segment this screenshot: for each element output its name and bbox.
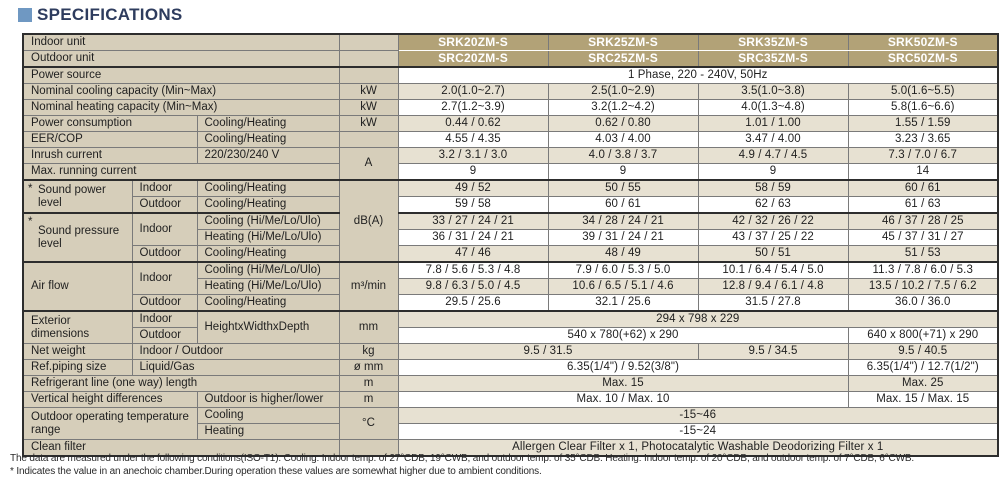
value-sound-power-indoor-c2: 50 / 55 — [548, 180, 698, 197]
mode-air-flow-outdoor: Cooling/Heating — [197, 295, 339, 312]
label-power-consumption: Power consumption — [23, 116, 197, 132]
value-inrush-current-c3: 4.9 / 4.7 / 4.5 — [698, 148, 848, 164]
footnote-conditions: The data are measured under the following conditions(ISO-T1). Cooling: Indoor temp. of 27°CDB, 19°CWB, and outdoor temp. of 35°CDB. Heating: Indoor temp. of 20°CDB, and outdoor temp. of 7°CDB, 6°CWB. — [10, 453, 915, 464]
row-sound-power-outdoor — [23, 197, 998, 214]
value-sound-pressure-cooling-c1: 33 / 27 / 24 / 21 — [398, 213, 548, 230]
unit-spacer-indoor-unit — [339, 34, 398, 51]
value-nominal-heating-c4: 5.8(1.6~6.6) — [848, 100, 998, 116]
value-air-flow-heating-c4: 13.5 / 10.2 / 7.5 / 6.2 — [848, 279, 998, 295]
row-eer-cop — [23, 132, 998, 148]
label-sound-power-level — [23, 180, 132, 213]
row-nominal-cooling — [23, 84, 998, 100]
label-air-flow: Air flow — [23, 262, 132, 311]
sub-sound-power-indoor: Indoor — [132, 180, 197, 197]
value-refrigerant-line-srk50: Max. 25 — [848, 376, 998, 392]
sub-power-consumption: Cooling/Heating — [197, 116, 339, 132]
sub-net-weight: Indoor / Outdoor — [132, 344, 339, 360]
label-eer-cop: EER/COP — [23, 132, 197, 148]
label-nominal-cooling: Nominal cooling capacity (Min~Max) — [23, 84, 339, 100]
row-outdoor-temp-cooling — [23, 408, 998, 424]
row-exterior-outdoor — [23, 328, 998, 344]
value-sound-pressure-heating-c4: 45 / 37 / 31 / 27 — [848, 230, 998, 246]
value-power-consumption-c4: 1.55 / 1.59 — [848, 116, 998, 132]
sub-sound-pressure-indoor: Indoor — [132, 213, 197, 246]
label-vertical-height: Vertical height differences — [23, 392, 197, 408]
value-air-flow-cooling-c3: 10.1 / 6.4 / 5.4 / 5.0 — [698, 262, 848, 279]
sub-sound-power-outdoor: Outdoor — [132, 197, 197, 214]
value-nominal-cooling-c2: 2.5(1.0~2.9) — [548, 84, 698, 100]
label-sound-pressure-level — [23, 213, 132, 262]
value-sound-pressure-outdoor-c2: 48 / 49 — [548, 246, 698, 263]
label-max-running-current: Max. running current — [23, 164, 339, 181]
value-sound-pressure-outdoor-c4: 51 / 53 — [848, 246, 998, 263]
value-eer-cop-c2: 4.03 / 4.00 — [548, 132, 698, 148]
value-outdoor-temp-cooling: -15~46 — [398, 408, 998, 424]
unit-eer-cop — [339, 132, 398, 148]
value-max-running-current-c4: 14 — [848, 164, 998, 181]
label-clean-filter: Clean filter — [23, 440, 339, 457]
model-outdoor-src50: SRC50ZM-S — [848, 51, 998, 68]
row-power-source — [23, 67, 998, 84]
row-inrush-current — [23, 148, 998, 164]
value-nominal-cooling-c3: 3.5(1.0~3.8) — [698, 84, 848, 100]
sub-sound-pressure-outdoor: Outdoor — [132, 246, 197, 263]
label-net-weight: Net weight — [23, 344, 132, 360]
value-sound-power-indoor-c1: 49 / 52 — [398, 180, 548, 197]
row-vertical-height-differences — [23, 392, 998, 408]
model-outdoor-src35: SRC35ZM-S — [698, 51, 848, 68]
mode-air-flow-cooling: Cooling (Hi/Me/Lo/Ulo) — [197, 262, 339, 279]
value-sound-pressure-heating-c1: 36 / 31 / 24 / 21 — [398, 230, 548, 246]
sub-outdoor-temp-heating: Heating — [197, 424, 339, 440]
label-exterior-dimensions: Exterior dimensions — [23, 311, 132, 344]
sub-outdoor-temp-cooling: Cooling — [197, 408, 339, 424]
value-power-source: 1 Phase, 220 - 240V, 50Hz — [398, 67, 998, 84]
row-ref-piping-size — [23, 360, 998, 376]
row-power-consumption — [23, 116, 998, 132]
value-sound-power-outdoor-c2: 60 / 61 — [548, 197, 698, 214]
mode-sound-power-outdoor: Cooling/Heating — [197, 197, 339, 214]
unit-net-weight: kg — [339, 344, 398, 360]
value-exterior-indoor: 294 x 798 x 229 — [398, 311, 998, 328]
value-sound-power-outdoor-c1: 59 / 58 — [398, 197, 548, 214]
unit-sound-dba: dB(A) — [339, 180, 398, 262]
row-exterior-indoor — [23, 311, 998, 328]
value-air-flow-heating-c1: 9.8 / 6.3 / 5.0 / 4.5 — [398, 279, 548, 295]
value-sound-pressure-cooling-c4: 46 / 37 / 28 / 25 — [848, 213, 998, 230]
row-net-weight — [23, 344, 998, 360]
value-max-running-current-c3: 9 — [698, 164, 848, 181]
value-sound-power-indoor-c4: 60 / 61 — [848, 180, 998, 197]
value-air-flow-outdoor-c1: 29.5 / 25.6 — [398, 295, 548, 312]
row-indoor-unit — [23, 34, 998, 51]
sub-exterior-outdoor: Outdoor — [132, 328, 197, 344]
mode-sound-pressure-cooling: Cooling (Hi/Me/Lo/Ulo) — [197, 213, 339, 230]
row-max-running-current — [23, 164, 998, 181]
value-vertical-height-srk50: Max. 15 / Max. 15 — [848, 392, 998, 408]
model-indoor-srk50: SRK50ZM-S — [848, 34, 998, 51]
sub-vertical-height: Outdoor is higher/lower — [197, 392, 339, 408]
value-air-flow-outdoor-c4: 36.0 / 36.0 — [848, 295, 998, 312]
mode-sound-power-indoor: Cooling/Heating — [197, 180, 339, 197]
unit-outdoor-temp: °C — [339, 408, 398, 440]
footnotes — [10, 453, 996, 479]
sub-exterior-indoor: Indoor — [132, 311, 197, 328]
value-nominal-cooling-c4: 5.0(1.6~5.5) — [848, 84, 998, 100]
row-nominal-heating — [23, 100, 998, 116]
value-sound-pressure-cooling-c2: 34 / 28 / 24 / 21 — [548, 213, 698, 230]
value-sound-power-outdoor-c4: 61 / 63 — [848, 197, 998, 214]
sub-inrush-current: 220/230/240 V — [197, 148, 339, 164]
value-outdoor-temp-heating: -15~24 — [398, 424, 998, 440]
value-air-flow-heating-c3: 12.8 / 9.4 / 6.1 / 4.8 — [698, 279, 848, 295]
model-indoor-srk25: SRK25ZM-S — [548, 34, 698, 51]
label-power-source: Power source — [23, 67, 339, 84]
value-eer-cop-c1: 4.55 / 4.35 — [398, 132, 548, 148]
label-outdoor-unit: Outdoor unit — [23, 51, 339, 68]
value-refrigerant-line-srk20-35: Max. 15 — [398, 376, 848, 392]
value-net-weight-srk20-25: 9.5 / 31.5 — [398, 344, 698, 360]
specifications-table — [22, 33, 999, 457]
unit-vertical-height: m — [339, 392, 398, 408]
value-clean-filter: Allergen Clear Filter x 1, Photocatalytic Washable Deodorizing Filter x 1 — [398, 440, 998, 457]
row-sound-power-indoor — [23, 180, 998, 197]
value-power-consumption-c3: 1.01 / 1.00 — [698, 116, 848, 132]
mode-sound-pressure-outdoor: Cooling/Heating — [197, 246, 339, 263]
value-nominal-heating-c1: 2.7(1.2~3.9) — [398, 100, 548, 116]
label-refrigerant-line-length: Refrigerant line (one way) length — [23, 376, 339, 392]
anechoic-asterisk: * — [28, 216, 33, 228]
sub-eer-cop: Cooling/Heating — [197, 132, 339, 148]
value-air-flow-heating-c2: 10.6 / 6.5 / 5.1 / 4.6 — [548, 279, 698, 295]
unit-exterior-mm: mm — [339, 311, 398, 344]
value-exterior-outdoor-srk50: 640 x 800(+71) x 290 — [848, 328, 998, 344]
value-air-flow-cooling-c2: 7.9 / 6.0 / 5.3 / 5.0 — [548, 262, 698, 279]
value-air-flow-outdoor-c3: 31.5 / 27.8 — [698, 295, 848, 312]
value-sound-pressure-heating-c3: 43 / 37 / 25 / 22 — [698, 230, 848, 246]
label-indoor-unit: Indoor unit — [23, 34, 339, 51]
value-eer-cop-c3: 3.47 / 4.00 — [698, 132, 848, 148]
value-eer-cop-c4: 3.23 / 3.65 — [848, 132, 998, 148]
value-exterior-outdoor-small: 540 x 780(+62) x 290 — [398, 328, 848, 344]
value-sound-pressure-heating-c2: 39 / 31 / 24 / 21 — [548, 230, 698, 246]
value-air-flow-outdoor-c2: 32.1 / 25.6 — [548, 295, 698, 312]
model-indoor-srk35: SRK35ZM-S — [698, 34, 848, 51]
unit-spacer-outdoor-unit — [339, 51, 398, 68]
value-inrush-current-c2: 4.0 / 3.8 / 3.7 — [548, 148, 698, 164]
value-power-consumption-c1: 0.44 / 0.62 — [398, 116, 548, 132]
value-inrush-current-c1: 3.2 / 3.1 / 3.0 — [398, 148, 548, 164]
value-ref-piping-srk20-35: 6.35(1/4") / 9.52(3/8") — [398, 360, 848, 376]
label-ref-piping-size: Ref.piping size — [23, 360, 132, 376]
footnote-anechoic: * Indicates the value in an anechoic chamber.During operation these values are somewhat higher due to ambient conditions. — [10, 466, 542, 477]
model-outdoor-src20: SRC20ZM-S — [398, 51, 548, 68]
sub-ref-piping-size: Liquid/Gas — [132, 360, 339, 376]
label-inrush-current: Inrush current — [23, 148, 197, 164]
value-ref-piping-srk50: 6.35(1/4") / 12.7(1/2") — [848, 360, 998, 376]
label-outdoor-operating-temp: Outdoor operating temperature range — [23, 408, 197, 440]
sub-exterior-hwd: HeightxWidthxDepth — [197, 311, 339, 344]
value-power-consumption-c2: 0.62 / 0.80 — [548, 116, 698, 132]
row-sound-pressure-indoor-cooling — [23, 213, 998, 230]
unit-current-amp: A — [339, 148, 398, 181]
value-max-running-current-c2: 9 — [548, 164, 698, 181]
model-outdoor-src25: SRC25ZM-S — [548, 51, 698, 68]
label-sound-power-text: Sound power level — [38, 183, 106, 209]
unit-spacer-power-source — [339, 67, 398, 84]
value-sound-pressure-outdoor-c3: 50 / 51 — [698, 246, 848, 263]
value-inrush-current-c4: 7.3 / 7.0 / 6.7 — [848, 148, 998, 164]
unit-refrigerant-line-length: m — [339, 376, 398, 392]
unit-ref-piping-size: ø mm — [339, 360, 398, 376]
label-nominal-heating: Nominal heating capacity (Min~Max) — [23, 100, 339, 116]
unit-air-flow: m³/min — [339, 262, 398, 311]
value-nominal-cooling-c1: 2.0(1.0~2.7) — [398, 84, 548, 100]
value-sound-pressure-outdoor-c1: 47 / 46 — [398, 246, 548, 263]
value-max-running-current-c1: 9 — [398, 164, 548, 181]
unit-power-consumption: kW — [339, 116, 398, 132]
value-nominal-heating-c2: 3.2(1.2~4.2) — [548, 100, 698, 116]
mode-sound-pressure-heating: Heating (Hi/Me/Lo/Ulo) — [197, 230, 339, 246]
sub-air-flow-indoor: Indoor — [132, 262, 197, 295]
row-air-flow-outdoor — [23, 295, 998, 312]
value-sound-power-indoor-c3: 58 / 59 — [698, 180, 848, 197]
row-refrigerant-line-length — [23, 376, 998, 392]
section-title — [18, 5, 183, 25]
value-air-flow-cooling-c4: 11.3 / 7.8 / 6.0 / 5.3 — [848, 262, 998, 279]
page-title: SPECIFICATIONS — [37, 5, 183, 24]
value-vertical-height-srk20-35: Max. 10 / Max. 10 — [398, 392, 848, 408]
value-sound-pressure-cooling-c3: 42 / 32 / 26 / 22 — [698, 213, 848, 230]
row-air-flow-indoor-cooling — [23, 262, 998, 279]
value-net-weight-srk35: 9.5 / 34.5 — [698, 344, 848, 360]
unit-nominal-heating: kW — [339, 100, 398, 116]
value-air-flow-cooling-c1: 7.8 / 5.6 / 5.3 / 4.8 — [398, 262, 548, 279]
row-sound-pressure-outdoor — [23, 246, 998, 263]
label-sound-pressure-text: Sound pressure level — [38, 224, 120, 250]
value-sound-power-outdoor-c3: 62 / 63 — [698, 197, 848, 214]
row-outdoor-unit — [23, 51, 998, 68]
sub-air-flow-outdoor: Outdoor — [132, 295, 197, 312]
model-indoor-srk20: SRK20ZM-S — [398, 34, 548, 51]
section-marker-icon — [18, 8, 32, 22]
value-net-weight-srk50: 9.5 / 40.5 — [848, 344, 998, 360]
mode-air-flow-heating: Heating (Hi/Me/Lo/Ulo) — [197, 279, 339, 295]
value-nominal-heating-c3: 4.0(1.3~4.8) — [698, 100, 848, 116]
anechoic-asterisk: * — [28, 183, 33, 195]
unit-nominal-cooling: kW — [339, 84, 398, 100]
